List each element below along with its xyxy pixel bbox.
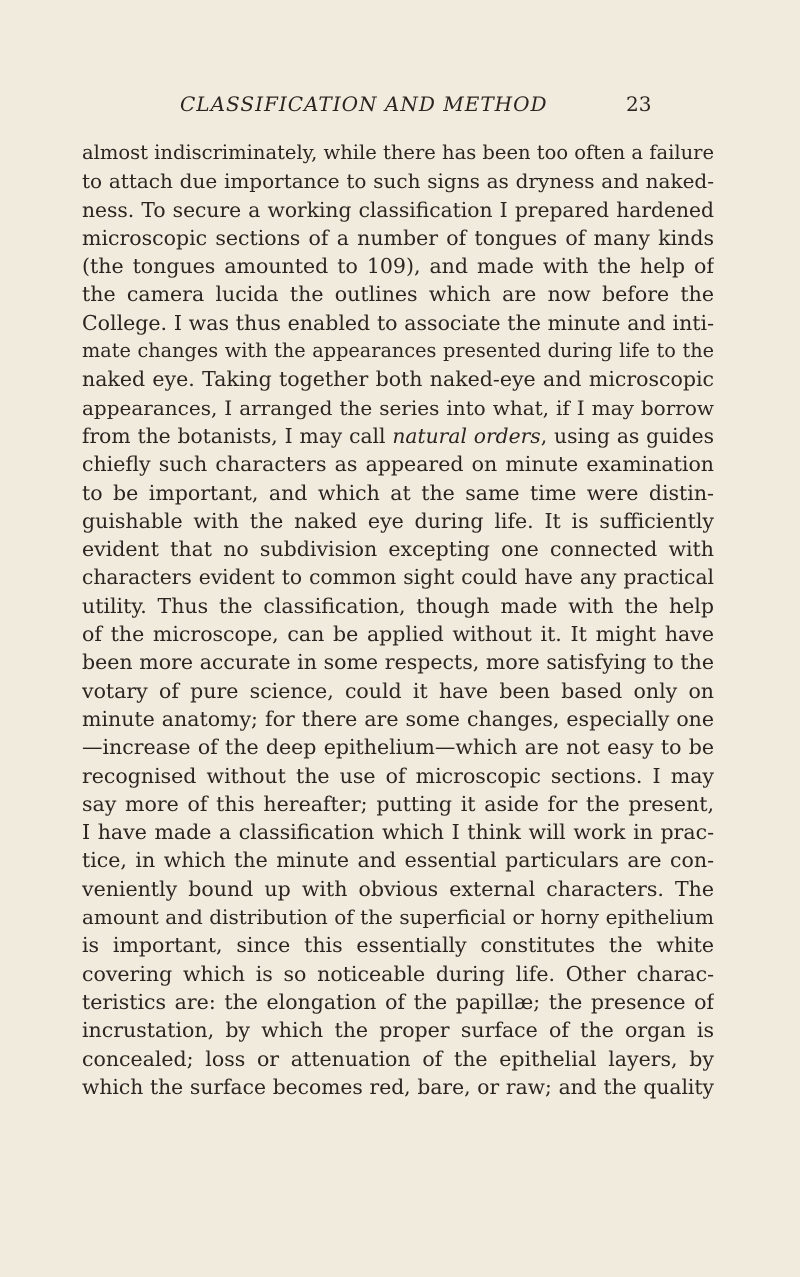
- text-line: ness. To secure a working classification I prepared hardened: [82, 197, 714, 222]
- text-line: College. I was thus enabled to associate the minute and inti-: [82, 310, 714, 335]
- text-line: amount and distribution of the superficial or horny epithelium: [82, 905, 714, 930]
- text-line: say more of this hereafter; putting it aside for the present,: [82, 791, 714, 816]
- text-line: incrustation, by which the proper surface of the organ is: [82, 1018, 714, 1043]
- italic-term: natural orders: [392, 423, 541, 448]
- text-line: minute anatomy; for there are some changes, especially one: [82, 706, 714, 731]
- text-line: —increase of the deep epithelium—which are not easy to be: [82, 735, 714, 760]
- text-line: (the tongues amounted to 109), and made with the help of: [82, 254, 714, 279]
- running-title: CLASSIFICATION AND METHOD: [180, 92, 548, 116]
- text-line: is important, since this essentially constitutes the white: [82, 933, 714, 958]
- text-line: utility. Thus the classification, though made with the help: [82, 593, 714, 618]
- text-line: characters evident to common sight could have any practical: [82, 565, 714, 590]
- text-line: almost indiscriminately, while there has been too often a failure: [82, 141, 714, 164]
- text-line: microscopic sections of a number of tongues of many kinds: [82, 225, 714, 250]
- text-line: I have made a classification which I think will work in prac-: [82, 820, 714, 845]
- page-number: 23: [626, 92, 652, 116]
- text-line: to attach due importance to such signs as dryness and naked-: [82, 169, 714, 194]
- text-line: guishable with the naked eye during life. It is sufficiently: [82, 508, 714, 533]
- text-line: of the microscope, can be applied without it. It might have: [82, 622, 714, 647]
- text-line: evident that no subdivision excepting one connected with: [82, 537, 714, 562]
- text-line: mate changes with the appearances presented during life to the: [82, 339, 714, 363]
- text-line: from the botanists, I may call natural orders, using as guides: [82, 423, 714, 448]
- text-line: recognised without the use of microscopic sections. I may: [82, 763, 714, 788]
- text-line: veniently bound up with obvious external characters. The: [82, 876, 714, 901]
- text-line: which the surface becomes red, bare, or raw; and the quality: [82, 1074, 714, 1099]
- text-line: teristics are: the elongation of the papillæ; the presence of: [82, 989, 714, 1014]
- text-line: covering which is so noticeable during life. Other charac-: [82, 961, 714, 986]
- text-line: tice, in which the minute and essential particulars are con-: [82, 848, 714, 873]
- text-line: chiefly such characters as appeared on minute examination: [82, 452, 714, 477]
- text-line: the camera lucida the outlines which are now before the: [82, 282, 714, 307]
- text-line: naked eye. Taking together both naked-eye and microscopic: [82, 367, 714, 392]
- body-text: [82, 139, 714, 1101]
- text-line: to be important, and which at the same time were distin-: [82, 480, 714, 505]
- running-head: [0, 92, 800, 122]
- text-line: concealed; loss or attenuation of the epithelial layers, by: [82, 1046, 714, 1071]
- text-line: been more accurate in some respects, more satisfying to the: [82, 650, 714, 675]
- text-line: appearances, I arranged the series into what, if I may borrow: [82, 395, 714, 420]
- text-line: votary of pure science, could it have been based only on: [82, 678, 714, 703]
